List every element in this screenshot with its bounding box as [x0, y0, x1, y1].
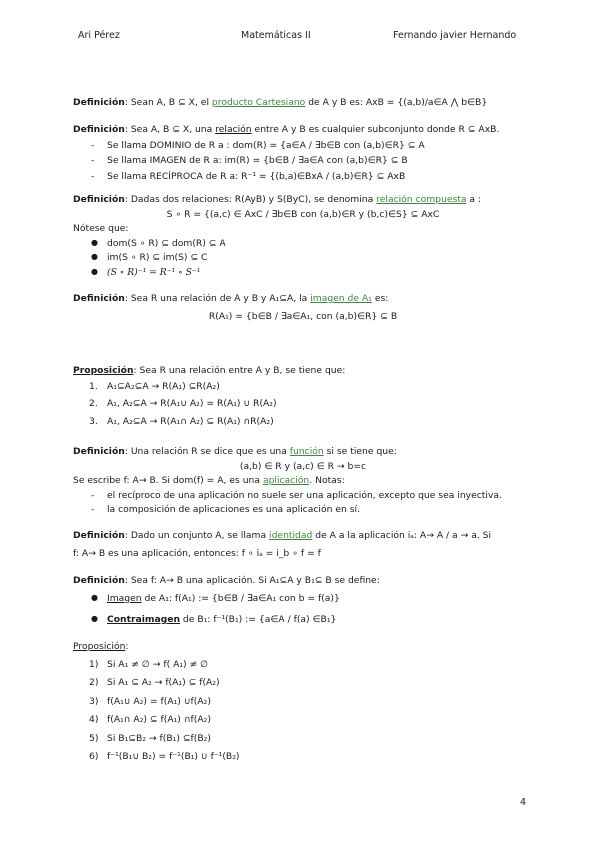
list-item — [73, 677, 533, 689]
text: A₁, A₂⊆A → R(A₁∪ A₂) = R(A₁) ∪ R(A₂) — [107, 398, 277, 409]
list-item — [73, 733, 533, 745]
proposition-label: Proposición — [73, 365, 134, 376]
definition-label: Definición — [73, 194, 125, 205]
header-professor: Fernando javier Hernando — [393, 30, 517, 41]
text: Si A₁ ⊆ A₂ → f(A₁) ⊆ f(A₂) — [107, 677, 220, 688]
formula: (a,b) ∈ R y (a,c) ∈ R → b=c — [239, 460, 367, 472]
text: im(S ∘ R) ⊆ im(S) ⊆ C — [107, 252, 208, 263]
text: Si A₁ ≠ ∅ → f( A₁) ≠ ∅ — [107, 658, 209, 670]
relation-term: relación — [215, 124, 252, 135]
text: si se tiene que: — [323, 446, 397, 457]
image-link[interactable]: imagen de A₁ — [310, 293, 372, 304]
colon: : — [125, 641, 129, 652]
item-number: 1) — [89, 658, 99, 670]
list-item — [73, 696, 533, 708]
list-item: ● Contraimagen de B₁: f⁻¹(B₁) := {a∈A / f(a) ∈B₁} — [91, 614, 337, 625]
application-link[interactable]: aplicación — [262, 475, 310, 486]
text: de A y B es: AxB = {(a,b)/a∈A ⋀ b∈B} — [305, 97, 488, 108]
list-item — [73, 714, 533, 726]
item-number: 2) — [89, 677, 99, 688]
preimage-term: Contraimagen — [107, 614, 180, 625]
proposition-relation — [73, 365, 533, 427]
text: f⁻¹(B₁∪ B₂) = f⁻¹(B₁) ∪ f⁻¹(B₂) — [107, 751, 240, 762]
text: f(A₁∪ A₂) = f(A₁) ∪f(A₂) — [107, 695, 211, 707]
definition-image-preimage — [73, 575, 533, 626]
text: dom(S ∘ R) ⊆ dom(R) ⊆ A — [107, 237, 226, 249]
header-author: Ari Pérez — [78, 30, 120, 41]
text: Se escribe f: A→ B. Si dom(f) = A, es una — [73, 475, 263, 486]
list-item — [73, 398, 533, 410]
text: a : — [466, 194, 482, 205]
item-number: 3) — [89, 695, 99, 707]
definition-identity — [73, 530, 533, 559]
page-number: 4 — [519, 797, 526, 808]
list-item: ● (S ∘ R)⁻¹ = R⁻¹ ∘ S⁻¹ — [91, 266, 201, 278]
definition-label: Definición — [73, 293, 125, 304]
list-item: ● dom(S ∘ R) ⊆ dom(R) ⊆ A — [91, 237, 226, 249]
text: . Notas: — [309, 475, 345, 486]
text: : Sean A, B ⊆ X, el — [124, 97, 212, 108]
definition-image-of-set — [73, 293, 533, 322]
definition-relation — [73, 124, 533, 182]
proposition-label: Proposición — [73, 641, 126, 652]
list-item: ● Imagen de A₁: f(A₁) := {b∈B / ∃a∈A₁ con b = f(a)} — [91, 592, 340, 604]
formula: R(A₁) = {b∈B / ∃a∈A₁, con (a,b)∈R} ⊆ B — [208, 310, 398, 322]
text: (S ∘ R)⁻¹ = R⁻¹ ∘ S⁻¹ — [107, 266, 201, 278]
text: Se llama DOMINIO de R a : dom(R) = {a∈A / ∃b∈B con (a,b)∈R} ⊆ A — [107, 139, 425, 151]
item-number: 2. — [89, 398, 98, 409]
note: Nótese que: — [73, 223, 129, 234]
text: : Sea f: A→ B una aplicación. Si A₁⊆A y B₁⊆ B se define: — [124, 575, 380, 586]
item-number: 5) — [89, 732, 99, 744]
text: : Sea R una relación de A y B y A₁⊆A, la — [124, 293, 311, 304]
text: la composición de aplicaciones es una aplicación en sí. — [107, 504, 360, 515]
list-item: - Se llama IMAGEN de R a: im(R) = {b∈B / ∃a∈A con (a,b)∈R} ⊆ B — [91, 155, 408, 166]
formula: f: A→ B es una aplicación, entonces: f ∘ iₐ = i_b ∘ f = f — [73, 547, 321, 559]
identity-link[interactable]: identidad — [269, 530, 313, 541]
text: Si B₁⊆B₂ → f(B₁) ⊆f(B₂) — [107, 732, 211, 744]
item-number: 4) — [89, 714, 99, 725]
text: : Sea R una relación entre A y B, se tiene que: — [133, 365, 346, 376]
text: A₁⊆A₂⊆A → R(A₁) ⊆R(A₂) — [107, 380, 220, 392]
text: : Una relación R se dice que es una — [124, 446, 290, 457]
item-number: 1. — [89, 380, 98, 392]
image-term: Imagen — [107, 592, 142, 604]
proposition-function — [73, 641, 533, 763]
text: : Sea A, B ⊆ X, una — [124, 124, 216, 135]
header-subject: Matemáticas II — [241, 30, 311, 41]
definition-composite-relation — [73, 194, 533, 278]
definition-label: Definición — [73, 446, 125, 457]
text: : Dado un conjunto A, se llama — [124, 530, 270, 541]
list-item: - Se llama DOMINIO de R a : dom(R) = {a∈A / ∃b∈B con (a,b)∈R} ⊆ A — [91, 139, 425, 151]
item-number: 3. — [89, 415, 98, 427]
function-link[interactable]: función — [289, 446, 324, 457]
text: de A₁: f(A₁) := {b∈B / ∃a∈A₁ con b = f(a)} — [141, 592, 340, 604]
text: A₁, A₂⊆A → R(A₁∩ A₂) ⊆ R(A₁) ∩R(A₂) — [107, 415, 274, 427]
definition-label: Definición — [73, 530, 125, 541]
list-item — [73, 381, 533, 393]
text: Se llama IMAGEN de R a: im(R) = {b∈B / ∃a∈A con (a,b)∈R} ⊆ B — [107, 155, 408, 166]
text: el recíproco de una aplicación no suele ser una aplicación, excepto que sea inyectiva. — [107, 489, 502, 501]
item-number: 6) — [89, 751, 99, 762]
text: entre A y B es cualquier subconjunto donde R ⊆ AxB. — [251, 124, 500, 135]
definition-cartesian-product — [73, 97, 533, 109]
definition-function — [73, 446, 533, 516]
definition-label: Definición — [73, 97, 125, 108]
list-item — [73, 751, 533, 763]
cartesian-product-link[interactable]: producto Cartesiano — [211, 97, 306, 108]
list-item: - la composición de aplicaciones es una aplicación en sí. — [91, 504, 360, 515]
list-item — [73, 416, 533, 428]
definition-label: Definición — [73, 575, 125, 586]
list-item: - Se llama RECÍPROCA de R a: R⁻¹ = {(b,a)∈BxA / (a,b)∈R} ⊆ AxB — [91, 170, 406, 182]
list-item — [73, 659, 533, 671]
text: : Dadas dos relaciones: R(AyB) y S(ByC), se denomina — [124, 194, 377, 205]
text: de B₁: f⁻¹(B₁) := {a∈A / f(a) ∈B₁} — [180, 614, 337, 625]
list-item: - el recíproco de una aplicación no suele ser una aplicación, excepto que sea inyectiva. — [91, 489, 502, 501]
list-item: ● im(S ∘ R) ⊆ im(S) ⊆ C — [91, 252, 208, 263]
text: de A a la aplicación iₐ: A→ A / a → a. Si — [312, 530, 492, 541]
formula: S ∘ R = {(a,c) ∈ AxC / ∃b∈B con (a,b)∈R y (b,c)∈S} ⊆ AxC — [166, 208, 440, 220]
text: f(A₁∩ A₂) ⊆ f(A₁) ∩f(A₂) — [107, 714, 211, 725]
text: es: — [371, 293, 389, 304]
composite-relation-link[interactable]: relación compuesta — [376, 194, 467, 205]
text: Se llama RECÍPROCA de R a: R⁻¹ = {(b,a)∈BxA / (a,b)∈R} ⊆ AxB — [107, 170, 406, 182]
definition-label: Definición — [73, 124, 125, 135]
